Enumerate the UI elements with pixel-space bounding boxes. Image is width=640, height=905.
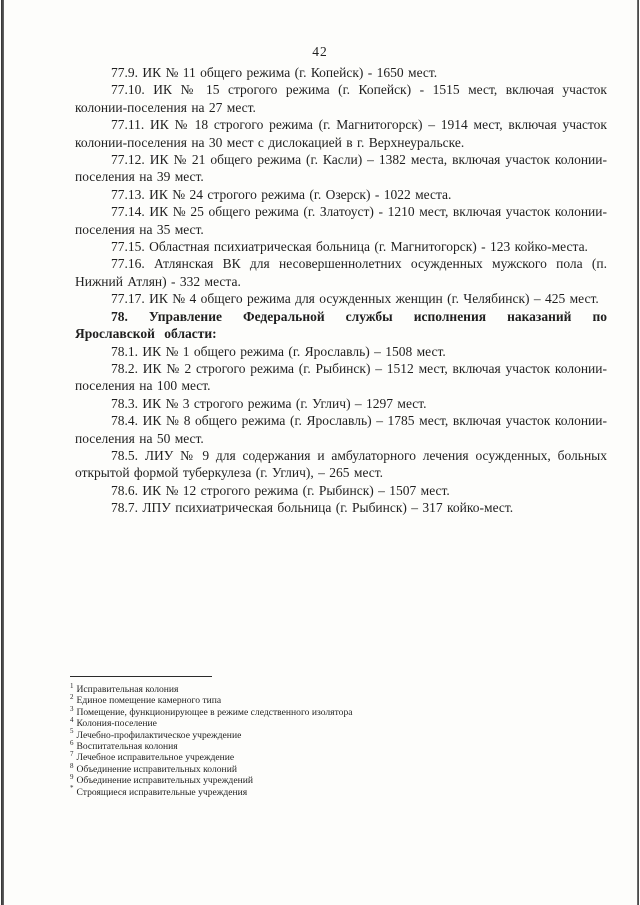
footnote-marker: 6	[70, 738, 74, 747]
footnote	[70, 681, 540, 695]
footnote-marker: 4	[70, 716, 74, 725]
footnote	[70, 695, 540, 706]
footnote-text: Объединение исправительных учреждений	[76, 775, 253, 787]
page-number: 42	[312, 44, 328, 59]
footnote-text: Исправительная колония	[76, 684, 179, 695]
paragraph: 78.6. ИК № 12 строгого режима (г. Рыбинск) – 1507 мест.	[111, 482, 450, 498]
footnote-text: Помещение, функционирующее в режиме следственного изолятора	[76, 706, 353, 718]
paragraph: 78.3. ИК № 3 строгого режима (г. Углич) – 1297 мест.	[111, 395, 427, 411]
scan-edge-artifact-left	[1, 0, 4, 905]
paragraph: 77.11. ИК № 18 строгого режима (г. Магнитогорск) – 1914 мест, включая участок колонии-поселения на 30 мест с дислокацией в г. Верхнеуральске.	[75, 117, 607, 150]
footnote-text: Лечебное исправительное учреждение	[76, 752, 235, 764]
footnote-text: Колония-поселение	[76, 718, 157, 730]
footnote	[70, 727, 540, 741]
footnote-marker: 9	[70, 773, 74, 782]
paragraph: 77.9. ИК № 11 общего режима (г. Копейск) - 1650 мест.	[111, 65, 438, 80]
document-body	[75, 64, 607, 517]
paragraph: 77.12. ИК № 21 общего режима (г. Касли) – 1382 места, включая участок колонии-поселения на 39 мест.	[75, 152, 607, 185]
paragraph: 77.14. ИК № 25 общего режима (г. Златоуст) - 1210 мест, включая участок колонии-поселения на 35 мест.	[75, 204, 607, 237]
footnote	[70, 761, 540, 775]
footnote-marker: 2	[70, 693, 74, 702]
paragraph: 77.17. ИК № 4 общего режима для осужденных женщин (г. Челябинск) – 425 мест.	[111, 291, 599, 307]
paragraph: 78.1. ИК № 1 общего режима (г. Ярославль) – 1508 мест.	[111, 343, 446, 359]
footnote	[70, 784, 540, 798]
paragraph: 78.7. ЛПУ психиатрическая больница (г. Рыбинск) – 317 койко-мест.	[111, 500, 514, 516]
footnote-text: Лечебно-профилактическое учреждение	[76, 729, 242, 741]
footnote-marker: 7	[70, 750, 74, 759]
footnote	[70, 738, 540, 753]
footnote	[70, 775, 540, 786]
footnote-marker: 1	[70, 681, 74, 690]
scan-edge-artifact-right	[637, 0, 639, 905]
section-heading: 78. Управление Федеральной службы исполнения наказаний по Ярославской области:	[75, 308, 607, 342]
footnote-marker: *	[70, 784, 74, 793]
paragraph: 78.5. ЛИУ № 9 для содержания и амбулаторного лечения осужденных, больных открытой формой туберкулеза (г. Углич), – 265 мест.	[75, 447, 607, 481]
footnote-marker: 8	[70, 761, 74, 770]
footnote-marker: 5	[70, 727, 74, 736]
footnote	[70, 752, 540, 763]
footnote-text: Строящиеся исправительные учреждения	[76, 786, 248, 798]
paragraph: 77.16. Атлянская ВК для несовершеннолетних осужденных мужского пола (п. Нижний Атлян) - 332 места.	[75, 256, 607, 289]
footnote-marker: 3	[70, 704, 74, 713]
footnote	[70, 718, 540, 729]
paragraph: 77.13. ИК № 24 строгого режима (г. Озерск) - 1022 места.	[111, 186, 452, 202]
paragraph: 78.2. ИК № 2 строгого режима (г. Рыбинск) – 1512 мест, включая участок колонии-поселения на 100 мест.	[75, 360, 607, 394]
footnote-text: Единое помещение камерного типа	[76, 695, 222, 707]
paragraph: 77.15. Областная психиатрическая больница (г. Магнитогорск) - 123 койко-места.	[111, 239, 588, 255]
footnote-text: Объединение исправительных колоний	[76, 763, 237, 775]
paragraph: 77.10. ИК № 15 строгого режима (г. Копейск) - 1515 мест, включая участок колонии-поселения на 27 мест.	[75, 82, 607, 115]
footnotes-section	[70, 676, 540, 798]
footnote	[70, 704, 540, 718]
footnote-text: Воспитательная колония	[76, 741, 178, 753]
paragraph: 78.4. ИК № 8 общего режима (г. Ярославль) – 1785 мест, включая участок колонии-поселения на 50 мест.	[75, 413, 607, 446]
footnote-separator	[70, 676, 212, 677]
